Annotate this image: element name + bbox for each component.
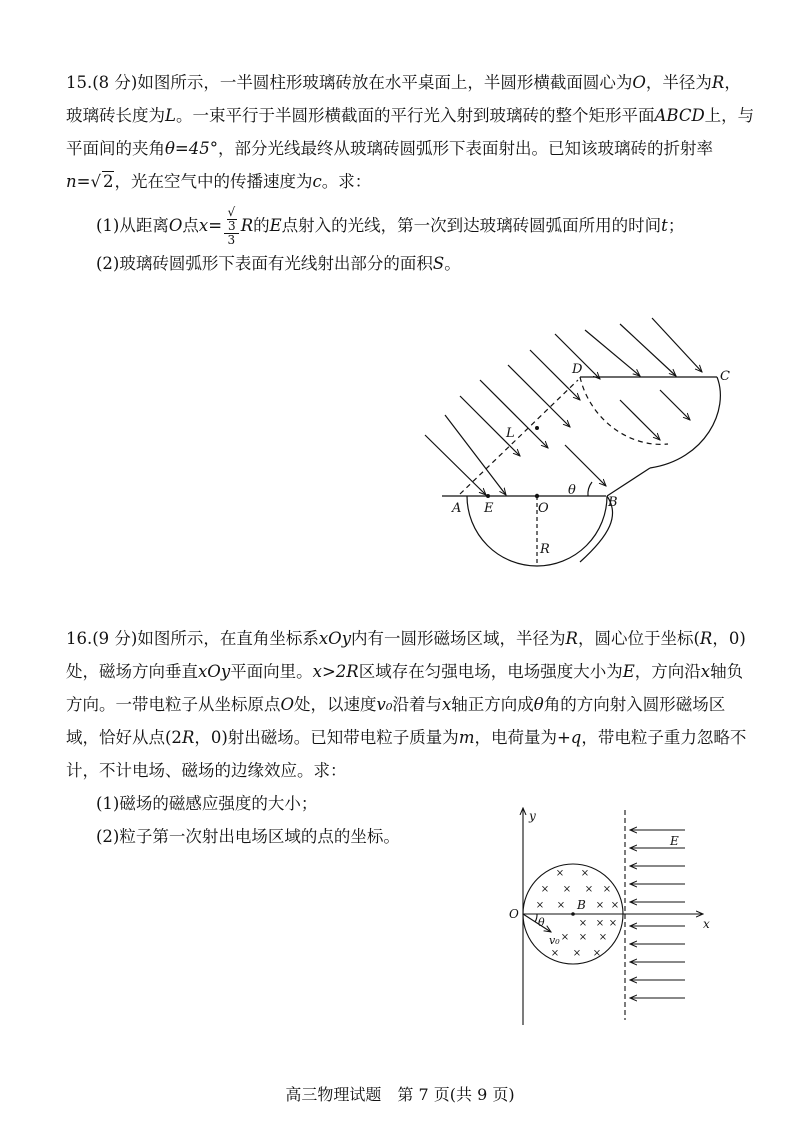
label-theta: θ xyxy=(568,483,576,498)
fraction-sqrt3-over-3: √ 3 3 xyxy=(224,206,239,247)
angle-arc xyxy=(535,914,537,922)
label-a: A xyxy=(452,501,462,516)
label-x: x xyxy=(703,917,710,931)
q15-stem: 15.(8 分)如图所示，一半圆柱形玻璃砖放在水平桌面上，半圆形横截面圆心为O，半径为R，玻璃砖长度为L。一束平行于半圆形横截面的平行光入射到玻璃砖的整个矩形平面ABCD上，与平面间的夹角θ=45°，部分光线最终从玻璃砖圆弧形下表面射出。已知该玻璃砖的折射率n=√ 2，光在空气中的传播速度为c。求： xyxy=(66,73,755,191)
label-e: E xyxy=(670,834,679,848)
q15-part-1: (1)从距离O点x= √ 3 3 R的E点射入的光线，第一次到达玻璃砖圆弧面所用的时间t； xyxy=(96,205,685,247)
cross-mark: × xyxy=(598,932,608,943)
q16-part-1: (1)磁场的磁感应强度的大小； xyxy=(96,794,318,813)
label-b: B xyxy=(577,898,586,912)
cross-mark: × xyxy=(580,868,590,879)
cross-mark: × xyxy=(555,868,565,879)
cross-mark: × xyxy=(560,932,570,943)
cross-mark: × xyxy=(540,884,550,895)
light-ray xyxy=(660,390,690,420)
cross-mark: × xyxy=(584,884,594,895)
light-ray xyxy=(445,415,506,495)
cross-mark: × xyxy=(535,900,545,911)
label-theta: θ xyxy=(538,916,545,929)
label-v0: v₀ xyxy=(549,934,560,947)
light-ray xyxy=(620,400,660,440)
angle-arc xyxy=(588,482,592,496)
cross-mark: × xyxy=(610,900,620,911)
label-y: y xyxy=(529,809,536,823)
cross-mark: × xyxy=(578,932,588,943)
cross-mark: × xyxy=(608,918,618,929)
q15-part-2: (2)玻璃砖圆弧形下表面有光线射出部分的面积S。 xyxy=(96,254,461,273)
edge-b-bottom xyxy=(607,468,650,496)
light-ray xyxy=(620,324,676,376)
page-footer: 高三物理试题 第 7 页(共 9 页) xyxy=(285,1085,515,1104)
q16-stem: 16.(9 分)如图所示，在直角坐标系xOy内有一圆形磁场区域，半径为R，圆心位于坐标(R，0)处，磁场方向垂直xOy平面向里。x>2R区域存在匀强电场，电场强度大小为E，方向沿x轴负方向。一带电粒子从坐标原点O处，以速度v₀沿着与x轴正方向成θ角的方向射入圆形磁场区域，恰好从点(2R，0)射出磁场。已知带电粒子质量为m，电荷量为+q，带电粒子重力忽略不计，不计电场、磁场的边缘效应。求： xyxy=(66,629,747,780)
cross-mark: × xyxy=(578,918,588,929)
q16-part-2: (2)粒子第一次射出电场区域的点的坐标。 xyxy=(96,827,400,846)
label-e: E xyxy=(484,501,494,516)
cross-mark: × xyxy=(592,948,602,959)
light-ray xyxy=(565,445,606,486)
label-c: C xyxy=(720,369,730,384)
light-ray xyxy=(585,330,640,376)
center-point-o xyxy=(535,494,539,498)
q15-figure xyxy=(420,310,750,580)
circle-center xyxy=(571,912,575,916)
label-b: B xyxy=(608,495,618,510)
q16-figure xyxy=(505,800,725,1030)
cross-mark: × xyxy=(602,884,612,895)
label-r: R xyxy=(540,542,550,557)
cross-mark: × xyxy=(595,918,605,929)
cross-mark: × xyxy=(595,900,605,911)
label-d: D xyxy=(572,362,583,377)
point-e xyxy=(486,494,490,498)
cross-mark: × xyxy=(562,884,572,895)
label-o: O xyxy=(538,501,549,516)
label-l: L xyxy=(506,426,515,441)
light-ray xyxy=(425,435,486,495)
cross-mark: × xyxy=(556,900,566,911)
point-on-ad xyxy=(535,426,539,430)
label-o: O xyxy=(509,907,519,921)
light-ray xyxy=(652,318,702,372)
question-15 xyxy=(66,66,756,280)
cross-mark: × xyxy=(550,948,560,959)
cross-mark: × xyxy=(572,948,582,959)
